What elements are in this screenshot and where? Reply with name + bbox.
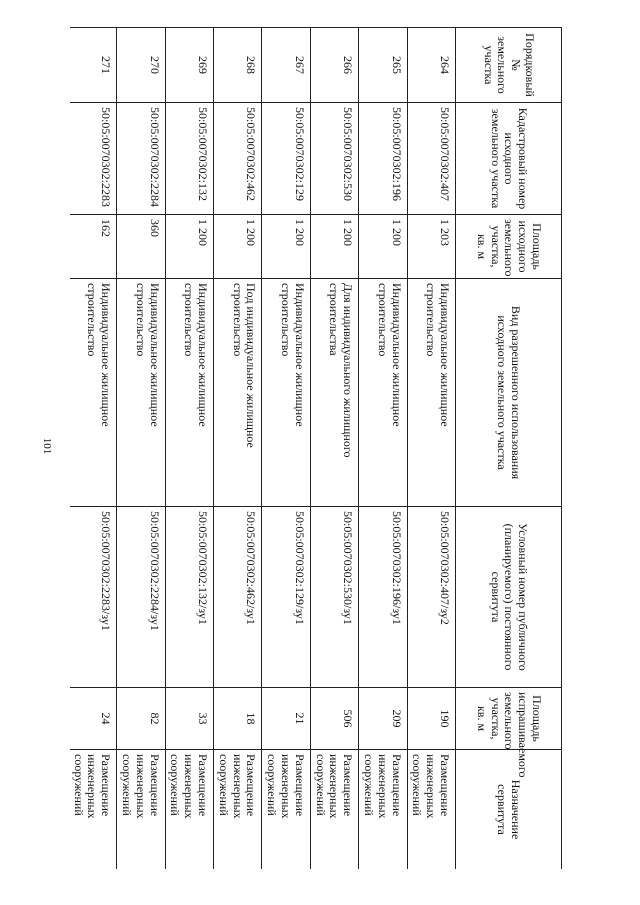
rotated-table-frame [70,27,562,869]
cell-servitude-number: 50:05:0070302:129/зу1 [262,507,310,688]
cell-servitude-number: 50:05:0070302:132/зу1 [165,507,213,688]
table-row [359,28,407,870]
cell-servitude-number: 50:05:0070302:462/зу1 [214,507,262,688]
cell-source-area: 162 [70,215,117,279]
cell-cadastral-number: 50:05:0070302:196 [359,103,407,215]
cell-source-area: 1 203 [407,215,455,279]
cell-servitude-purpose: Размещение инженерных сооружений [117,750,165,870]
cell-cadastral-number: 50:05:0070302:132 [165,103,213,215]
cell-parcel-number: 266 [310,28,358,103]
cell-parcel-number: 269 [165,28,213,103]
cell-requested-area: 506 [310,688,358,750]
cell-requested-area: 82 [117,688,165,750]
cell-cadastral-number: 50:05:0070302:530 [310,103,358,215]
cell-source-area: 1 200 [359,215,407,279]
servitude-table [70,27,562,869]
cell-requested-area: 24 [70,688,117,750]
table-row [117,28,165,870]
table-row [70,28,117,870]
table-row [214,28,262,870]
cell-servitude-purpose: Размещение инженерных сооружений [262,750,310,870]
cell-source-area: 1 200 [310,215,358,279]
table-body [70,28,456,870]
header-permitted-use: Вид разрешенного использования исходного земельного участка [456,279,562,507]
header-requested-area: Площадь испрашиваемого земельного участка, кв. м [456,688,562,750]
table-row [407,28,455,870]
cell-servitude-number: 50:05:0070302:2283/зу1 [70,507,117,688]
cell-servitude-number: 50:05:0070302:407/зу2 [407,507,455,688]
header-cadastral-number: Кадастровый номер исходного земельного участка [456,103,562,215]
cell-source-area: 360 [117,215,165,279]
cell-requested-area: 33 [165,688,213,750]
table-header-row [456,28,562,870]
cell-servitude-purpose: Размещение инженерных сооружений [214,750,262,870]
cell-servitude-number: 50:05:0070302:2284/зу1 [117,507,165,688]
header-servitude-number: Условный номер публичного (планируемого) постоянного сервитута [456,507,562,688]
cell-permitted-use: Индивидуальное жилищное строительство [262,279,310,507]
cell-parcel-number: 271 [70,28,117,103]
cell-servitude-number: 50:05:0070302:530/зу1 [310,507,358,688]
cell-permitted-use: Индивидуальное жилищное строительство [359,279,407,507]
cell-cadastral-number: 50:05:0070302:2284 [117,103,165,215]
cell-requested-area: 21 [262,688,310,750]
cell-requested-area: 190 [407,688,455,750]
cell-requested-area: 18 [214,688,262,750]
cell-parcel-number: 264 [407,28,455,103]
cell-permitted-use: Индивидуальное жилищное строительство [165,279,213,507]
cell-source-area: 1 200 [165,215,213,279]
cell-permitted-use: Для индивидуального жилищного строительства [310,279,358,507]
cell-cadastral-number: 50:05:0070302:2283 [70,103,117,215]
cell-servitude-purpose: Размещение инженерных сооружений [70,750,117,870]
servitude-table-container [70,27,562,869]
page-number: 101 [41,437,53,455]
header-servitude-purpose: Назначение сервитута [456,750,562,870]
cell-parcel-number: 265 [359,28,407,103]
table-row [165,28,213,870]
cell-requested-area: 209 [359,688,407,750]
cell-servitude-purpose: Размещение инженерных сооружений [165,750,213,870]
cell-cadastral-number: 50:05:0070302:462 [214,103,262,215]
cell-cadastral-number: 50:05:0070302:407 [407,103,455,215]
cell-parcel-number: 267 [262,28,310,103]
table-row [262,28,310,870]
cell-parcel-number: 268 [214,28,262,103]
cell-permitted-use: Под индивидуальное жилищное строительство [214,279,262,507]
cell-servitude-purpose: Размещение инженерных сооружений [310,750,358,870]
header-parcel-number: Порядковый № земельного участка [456,28,562,103]
cell-permitted-use: Индивидуальное жилищное строительство [407,279,455,507]
cell-source-area: 1 200 [214,215,262,279]
cell-permitted-use: Индивидуальное жилищное строительство [70,279,117,507]
cell-servitude-purpose: Размещение инженерных сооружений [359,750,407,870]
cell-source-area: 1 200 [262,215,310,279]
cell-cadastral-number: 50:05:0070302:129 [262,103,310,215]
cell-servitude-purpose: Размещение инженерных сооружений [407,750,455,870]
table-row [310,28,358,870]
cell-servitude-number: 50:05:0070302:196/зу1 [359,507,407,688]
header-source-area: Площадь исходного земельного участка, кв. м [456,215,562,279]
cell-parcel-number: 270 [117,28,165,103]
cell-permitted-use: Индивидуальное жилищное строительство [117,279,165,507]
